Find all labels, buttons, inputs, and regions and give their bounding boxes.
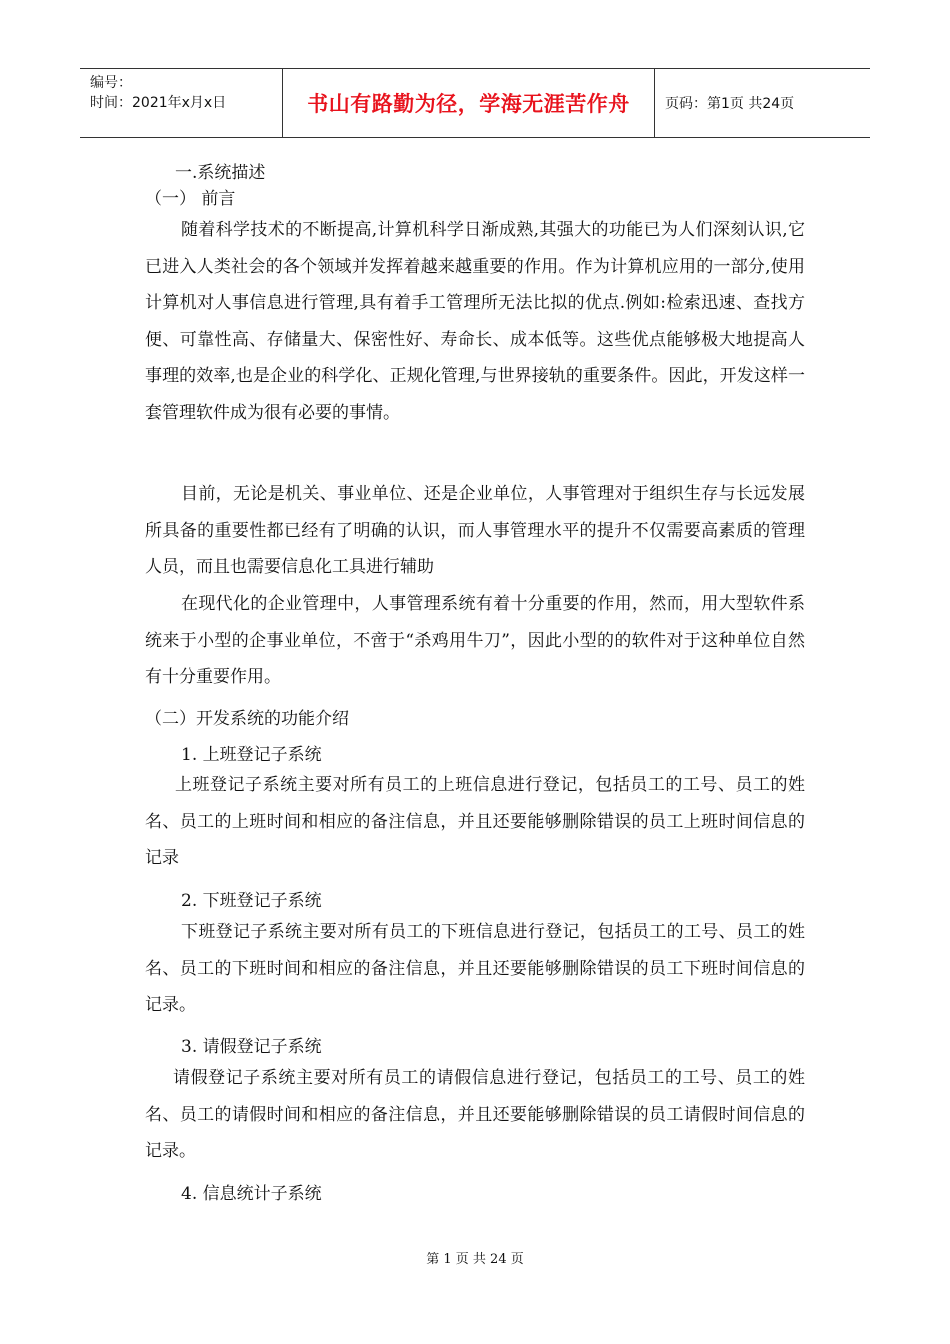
item-1-text: 上班登记子系统主要对所有员工的上班信息进行登记，包括员工的工号、员工的姓名、员工的上班时间和相应的备注信息，并且还要能够删除错误的员工上班时间信息的记录 (145, 775, 805, 868)
number-label: 编号： (90, 75, 132, 91)
page-footer: 第 1 页 共 24 页 (426, 1252, 524, 1267)
header-meta (80, 69, 283, 137)
item-3-title: 3. 请假登记子系统 (181, 1037, 322, 1057)
date-label: 时间：2021年x月x日 (90, 95, 227, 111)
paragraph-2: 目前，无论是机关、事业单位、还是企业单位，人事管理对于组织生存与长远发展所具备的重要性都已经有了明确的认识，而人事管理水平的提升不仅需要高素质的管理人员，而且也需要信息化工具进行辅助 (145, 484, 805, 577)
item-2-title: 2. 下班登记子系统 (181, 891, 322, 911)
item-1-title: 1. 上班登记子系统 (181, 745, 322, 765)
header-motto-cell (283, 69, 655, 137)
item-3-text: 请假登记子系统主要对所有员工的请假信息进行登记，包括员工的工号、员工的姓名、员工的请假时间和相应的备注信息，并且还要能够删除错误的员工请假时间信息的记录。 (145, 1068, 805, 1161)
subsection-title-2: （二）开发系统的功能介绍 (145, 709, 349, 729)
header-page-info: 页码：第1页 共24页 (665, 96, 795, 112)
paragraph-3: 在现代化的企业管理中，人事管理系统有着十分重要的作用，然而，用大型软件系统来于小型的企事业单位，不啻于“杀鸡用牛刀”，因此小型的的软件对于这种单位自然有十分重要作用。 (145, 594, 805, 687)
paragraph-1: 随着科学技术的不断提高,计算机科学日渐成熟,其强大的功能已为人们深刻认识,它已进入人类社会的各个领域并发挥着越来越重要的作用。作为计算机应用的一部分,使用计算机对人事信息进行管理,具有着手工管理所无法比拟的优点.例如:检索迅速、查找方便、可靠性高、存储量大、保密性好、寿命长、成本低等。这些优点能够极大地提高人事理的效率,也是企业的科学化、正规化管理,与世界接轨的重要条件。因此，开发这样一套管理软件成为很有必要的事情。 (145, 220, 805, 423)
header-motto: 书山有路勤为径，学海无涯苦作舟 (307, 92, 630, 116)
page-header (80, 68, 870, 138)
item-4-title: 4. 信息统计子系统 (181, 1184, 322, 1204)
item-2-text: 下班登记子系统主要对所有员工的下班信息进行登记，包括员工的工号、员工的姓名、员工的下班时间和相应的备注信息，并且还要能够删除错误的员工下班时间信息的记录。 (145, 922, 805, 1015)
section-title: 一.系统描述 (175, 163, 266, 183)
subsection-title-1: （一） 前言 (145, 189, 236, 209)
